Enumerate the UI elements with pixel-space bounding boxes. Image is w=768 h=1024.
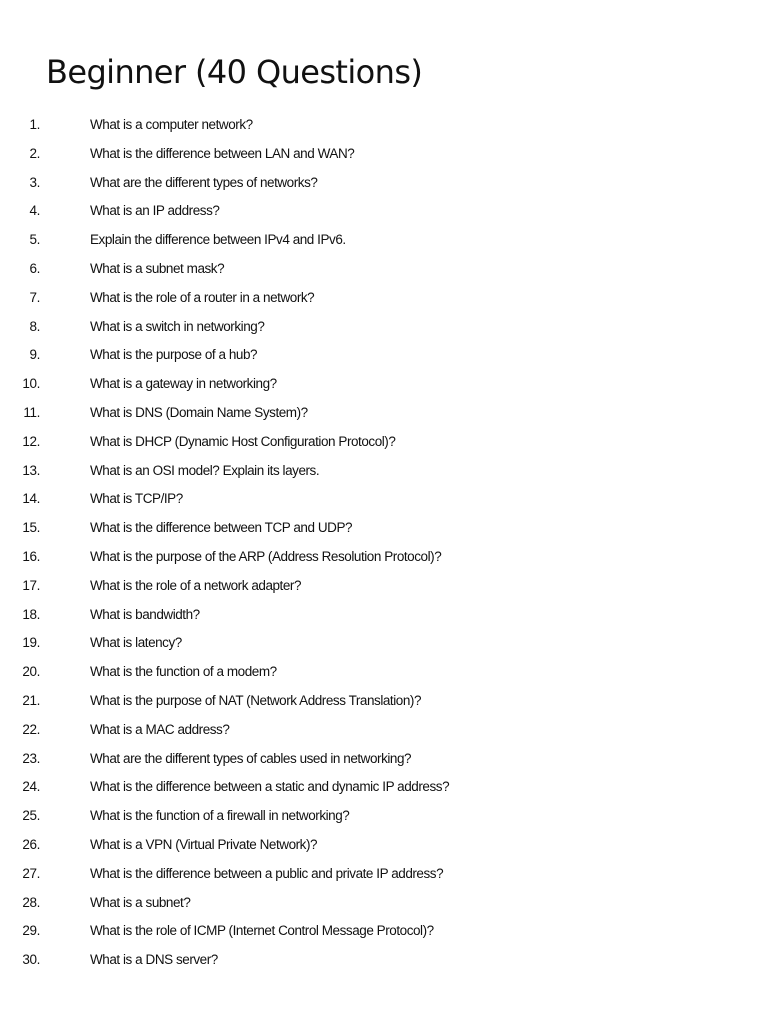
question-text: What is a VPN (Virtual Private Network)? (90, 836, 318, 852)
list-item (0, 802, 720, 831)
question-text: What is a DNS server? (90, 952, 218, 968)
list-item (0, 601, 720, 630)
question-text: What is the role of a network adapter? (90, 577, 302, 593)
question-text: What is bandwidth? (90, 606, 200, 622)
question-text: What is a subnet? (90, 894, 191, 910)
list-item (0, 543, 720, 572)
question-number: 21. (22, 692, 40, 708)
question-text: What is a computer network? (90, 117, 253, 132)
question-text: What is TCP/IP? (90, 491, 183, 507)
list-item (0, 111, 720, 140)
list-item (0, 687, 720, 716)
list-item (0, 514, 720, 543)
question-number: 11. (23, 404, 40, 420)
page-title: Beginner (40 Questions) (46, 53, 423, 91)
list-item (0, 313, 720, 342)
question-number: 13. (22, 462, 40, 478)
question-text: What is latency? (90, 635, 182, 651)
question-text: What is the difference between TCP and UDP? (90, 520, 353, 536)
question-text: What is a switch in networking? (90, 318, 265, 334)
question-number: 17. (22, 577, 40, 593)
list-item (0, 140, 720, 169)
question-number: 9. (29, 347, 40, 363)
list-item (0, 457, 720, 486)
question-number: 20. (22, 664, 40, 680)
list-item (0, 745, 720, 774)
question-number: 6. (29, 260, 40, 276)
question-number: 19. (22, 635, 40, 651)
list-item (0, 773, 720, 802)
question-text: What is an IP address? (90, 203, 220, 219)
question-text: What is the purpose of a hub? (90, 347, 258, 363)
question-text: What is the role of ICMP (Internet Control Message Protocol)? (90, 923, 434, 939)
question-text: What is the role of a router in a network? (90, 289, 315, 305)
question-number: 3. (29, 174, 40, 190)
question-text: What is the difference between a public and private IP address? (90, 865, 444, 881)
question-text: What is the purpose of the ARP (Address Resolution Protocol)? (90, 548, 442, 564)
question-number: 10. (22, 376, 40, 392)
question-text: What is DNS (Domain Name System)? (90, 404, 308, 420)
question-number: 1. (29, 117, 40, 132)
question-text: Explain the difference between IPv4 and IPv6. (90, 232, 346, 248)
question-number: 4. (29, 203, 40, 219)
question-number: 28. (22, 894, 40, 910)
question-text: What is a MAC address? (90, 721, 230, 737)
question-text: What is a subnet mask? (90, 260, 225, 276)
question-text: What is a gateway in networking? (90, 376, 277, 392)
list-item (0, 716, 720, 745)
question-number: 2. (29, 145, 40, 161)
question-number: 14. (22, 491, 40, 507)
question-number: 15. (22, 520, 40, 536)
question-text: What is the difference between LAN and WAN? (90, 145, 355, 161)
question-text: What are the different types of cables used in networking? (90, 750, 412, 766)
question-number: 29. (22, 923, 40, 939)
question-number: 16. (22, 548, 40, 564)
list-item (0, 831, 720, 860)
list-item (0, 284, 720, 313)
list-item (0, 197, 720, 226)
list-item (0, 226, 720, 255)
question-list (0, 111, 720, 975)
question-number: 22. (22, 721, 40, 737)
list-item (0, 572, 720, 601)
list-item (0, 169, 720, 198)
question-number: 12. (22, 433, 40, 449)
question-text: What is DHCP (Dynamic Host Configuration Protocol)? (90, 433, 396, 449)
question-text: What is the function of a modem? (90, 664, 277, 680)
list-item (0, 946, 720, 975)
question-number: 23. (22, 750, 40, 766)
list-item (0, 370, 720, 399)
question-number: 25. (22, 808, 40, 824)
list-item (0, 917, 720, 946)
question-number: 30. (22, 952, 40, 968)
question-text: What is an OSI model? Explain its layers. (90, 462, 320, 478)
question-number: 27. (22, 865, 40, 881)
question-number: 8. (29, 318, 40, 334)
list-item (0, 428, 720, 457)
list-item (0, 341, 720, 370)
question-number: 7. (29, 289, 40, 305)
question-text: What is the difference between a static and dynamic IP address? (90, 779, 450, 795)
list-item (0, 255, 720, 284)
question-text: What are the different types of networks? (90, 174, 318, 190)
question-number: 18. (22, 606, 40, 622)
list-item (0, 658, 720, 687)
list-item (0, 889, 720, 918)
list-item (0, 860, 720, 889)
question-number: 5. (29, 232, 40, 248)
list-item (0, 629, 720, 658)
question-text: What is the purpose of NAT (Network Address Translation)? (90, 692, 422, 708)
question-number: 24. (22, 779, 40, 795)
list-item (0, 399, 720, 428)
list-item (0, 485, 720, 514)
question-number: 26. (22, 836, 40, 852)
question-text: What is the function of a firewall in networking? (90, 808, 350, 824)
